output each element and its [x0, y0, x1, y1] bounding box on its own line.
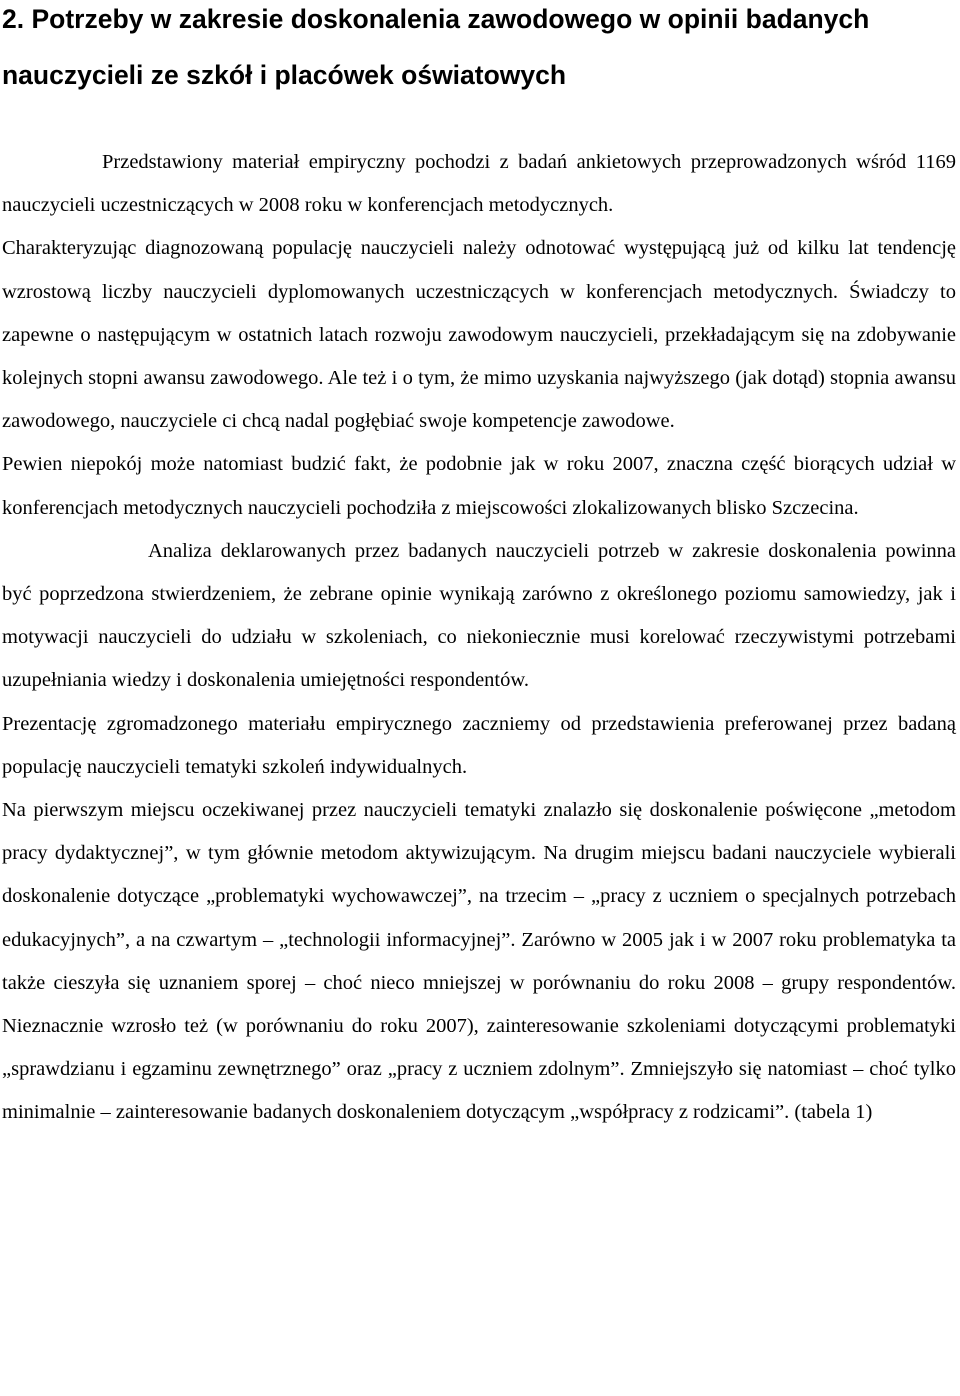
section-heading: 2. Potrzeby w zakresie doskonalenia zawodowego w opinii badanych nauczycieli ze szkół i placówek oświatowych — [2, 4, 870, 90]
paragraph-population: Charakteryzując diagnozowaną populację nauczycieli należy odnotować występującą już od kilku lat tendencję wzrostową liczby nauczycieli dyplomowanych uczestniczących w konferencjach metodycznych. Świadczy to zapewne o następującym w ostatnich latach rozwoju zawodowym nauczycieli, przekładającym się na zdobywanie kolejnych stopni awansu zawodowego. Ale też i o tym, że mimo uzyskania najwyższego (jak dotąd) stopnia awansu zawodowego, nauczyciele ci chcą nadal pogłębiać swoje kompetencje zawodowe. — [2, 237, 956, 433]
paragraph-intro: Przedstawiony materiał empiryczny pochodzi z badań ankietowych przeprowadzonych wśród 1169 nauczycieli uczestniczących w 2008 roku w konferencjach metodycznych. — [2, 151, 956, 217]
document-body — [2, 141, 956, 1135]
paragraph-ranking: Na pierwszym miejscu oczekiwanej przez nauczycieli tematyki znalazło się doskonalenie poświęcone „metodom pracy dydaktycznej”, w tym głównie metodom aktywizującym. Na drugim miejscu badani nauczyciele wybierali doskonalenie dotyczące „problematyki wychowawczej”, na trzecim – „pracy z uczniem o specjalnych potrzebach edukacyjnych”, a na czwartym – „technologii informacyjnej”. Zarówno w 2005 jak i w 2007 roku problematyka ta także cieszyła się uznaniem sporej – choć nieco mniejszej w porównaniu do roku 2008 – grupy respondentów. Nieznacznie wzrosło też (w porównaniu do roku 2007), zainteresowanie szkoleniami dotyczącymi problematyki „sprawdzianu i egzaminu zewnętrznego” oraz „pracy z uczniem zdolnym”. Zmniejszyło się natomiast – choć tylko minimalnie – zainteresowanie badanych doskonaleniem dotyczącym „współpracy z rodzicami”. (tabela 1) — [2, 799, 956, 1124]
paragraph-analysis: Analiza deklarowanych przez badanych nauczycieli potrzeb w zakresie doskonalenia powinna być poprzedzona stwierdzeniem, że zebrane opinie wynikają zarówno z określonego poziomu samowiedzy, jak i motywacji nauczycieli do udziału w szkoleniach, co niekoniecznie musi korelować rzeczywistymi potrzebami uzupełniania wiedzy i doskonalenia umiejętności respondentów. — [2, 539, 956, 692]
paragraph-presentation: Prezentację zgromadzonego materiału empirycznego zaczniemy od przedstawienia preferowanej przez badaną populację nauczycieli tematyki szkoleń indywidualnych. — [2, 712, 956, 778]
document-page — [2, 0, 956, 1135]
paragraph-concern: Pewien niepokój może natomiast budzić fakt, że podobnie jak w roku 2007, znaczna część biorących udział w konferencjach metodycznych nauczycieli pochodziła z miejscowości zlokalizowanych blisko Szczecina. — [2, 453, 956, 519]
